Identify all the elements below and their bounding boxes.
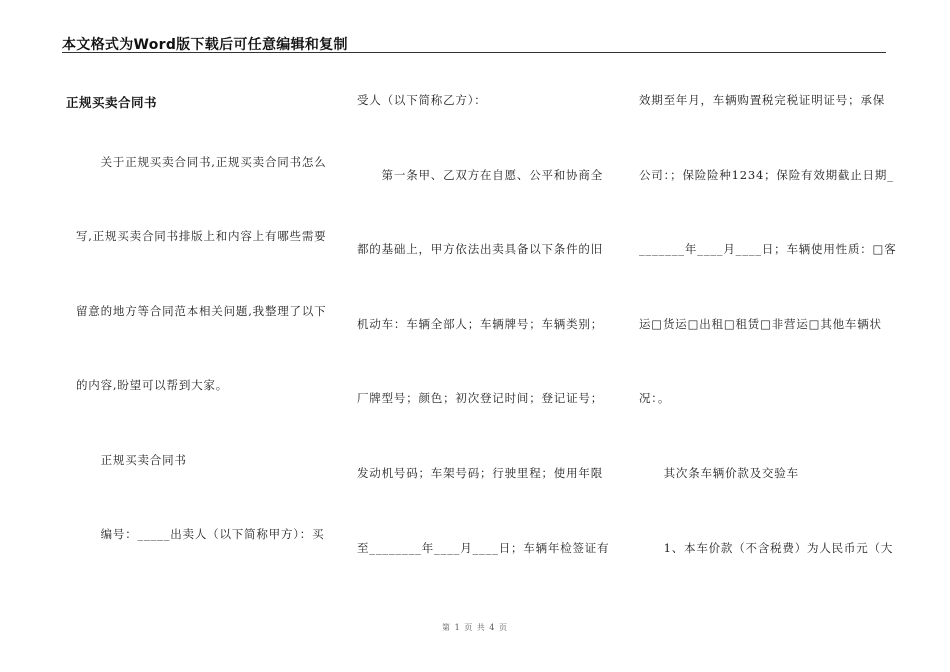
document-title: 正规买卖合同书 — [66, 95, 158, 110]
text-line: 机动车：车辆全部人；车辆牌号；车辆类别； — [357, 317, 603, 331]
text-line: 运□货运□出租□租赁□非营运□其他车辆状 — [639, 317, 882, 331]
text-line: _______年____月____日；车辆使用性质：□客 — [639, 242, 897, 256]
text-line: 编号：_____出卖人（以下简称甲方）：买 — [76, 527, 325, 541]
text-line: 发动机号码；车架号码；行驶里程；使用年限 — [357, 466, 603, 480]
text-line: 其次条车辆价款及交验车 — [639, 466, 799, 480]
text-line: 公司：；保险险种1234；保险有效期截止日期_ — [639, 168, 894, 182]
page-number: 第 1 页 共 4 页 — [442, 623, 508, 632]
text-line: 况：。 — [639, 391, 671, 405]
text-line: 关于正规买卖合同书,正规买卖合同书怎么 — [76, 155, 327, 169]
text-line: 正规买卖合同书 — [76, 453, 187, 467]
text-line: 1、本车价款（不含税费）为人民币元（大 — [639, 541, 894, 555]
text-line: 至________年____月____日；车辆年检签证有 — [357, 541, 610, 555]
text-line: 效期至年月，车辆购置税完税证明证号；承保 — [639, 93, 885, 107]
text-line: 的内容,盼望可以帮到大家。 — [76, 378, 229, 392]
text-line: 写,正规买卖合同书排版上和内容上有哪些需要 — [76, 229, 327, 243]
text-line: 留意的地方等合同范本相关问题,我整理了以下 — [76, 304, 327, 318]
header-divider — [62, 52, 886, 53]
document-header: 本文格式为Word版下载后可任意编辑和复制 — [62, 37, 348, 53]
text-line: 厂牌型号；颜色；初次登记时间；登记证号； — [357, 391, 603, 405]
text-line: 第一条甲、乙双方在自愿、公平和协商全 — [357, 168, 603, 182]
text-line: 受人（以下简称乙方）： — [357, 93, 487, 107]
text-line: 都的基础上，甲方依法出卖具备以下条件的旧 — [357, 242, 603, 256]
